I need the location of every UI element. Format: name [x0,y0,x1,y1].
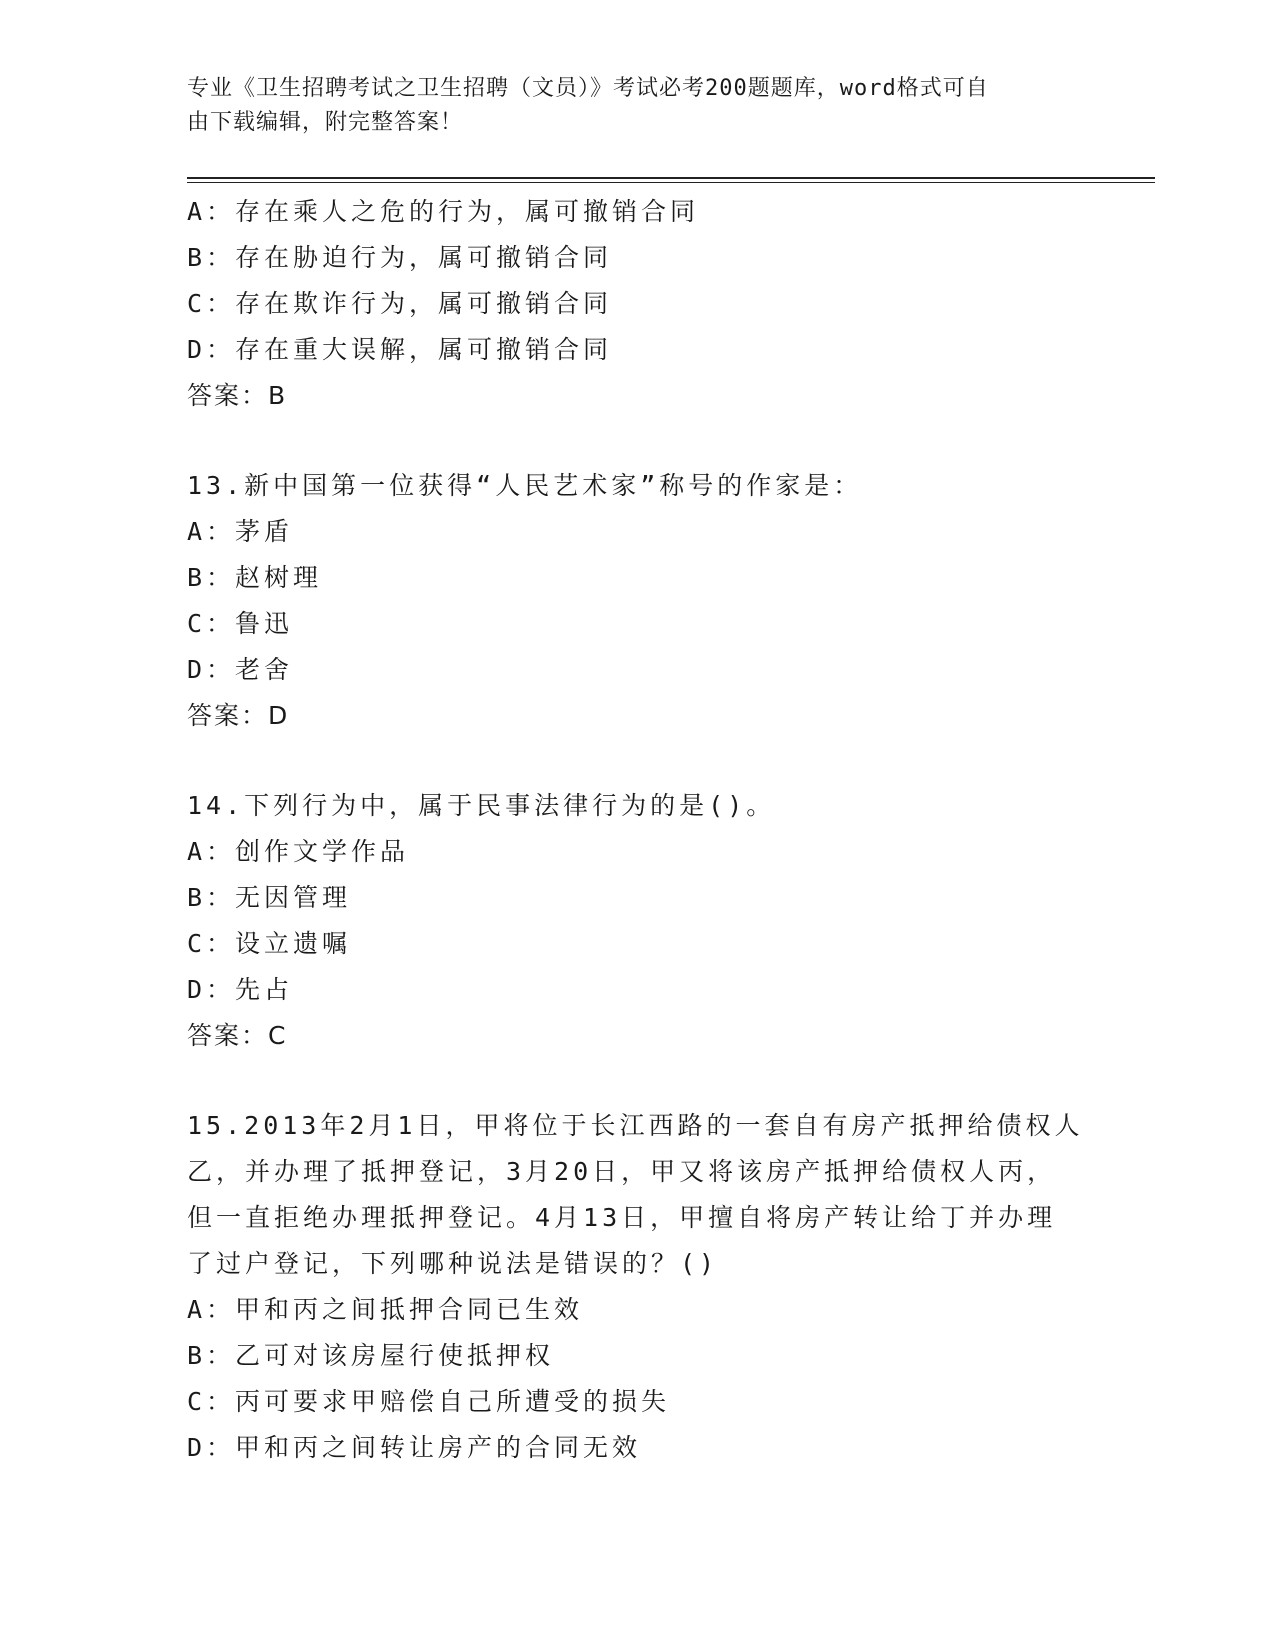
question-text: 13.新中国第一位获得“人民艺术家”称号的作家是： [187,471,863,500]
answer: 答案：C [187,1021,288,1050]
spacer [187,1059,1087,1103]
question-12 [187,189,1087,419]
spacer [187,419,1087,463]
question-text: 14.下列行为中，属于民事法律行为的是()。 [187,791,776,820]
header-divider-thin [187,182,1155,183]
option-a: A：创作文学作品 [187,837,410,866]
question-14 [187,783,1087,1059]
option-a: A：茅盾 [187,517,294,546]
option-d: D：存在重大误解，属可撤销合同 [187,335,613,364]
answer: 答案：D [187,701,290,730]
option-b: B：存在胁迫行为，属可撤销合同 [187,243,613,272]
header-line-1: 专业《卫生招聘考试之卫生招聘（文员）》考试必考200题题库，word格式可自 [187,76,989,101]
header-line-2: 由下载编辑，附完整答案！ [187,110,464,135]
answer: 答案：B [187,381,288,410]
option-c: C：存在欺诈行为，属可撤销合同 [187,289,613,318]
option-a: A：甲和丙之间抵押合同已生效 [187,1295,584,1324]
option-b: B：赵树理 [187,563,323,592]
option-c: C：鲁迅 [187,609,294,638]
question-13 [187,463,1087,739]
option-d: D：老舍 [187,655,294,684]
option-c: C：设立遗嘱 [187,929,352,958]
question-text-line-4: 了过户登记，下列哪种说法是错误的？() [187,1249,719,1278]
question-text-line-3: 但一直拒绝办理抵押登记。4月13日，甲擅自将房产转让给丁并办理 [187,1203,1057,1232]
spacer [187,739,1087,783]
header-divider [187,177,1155,179]
option-d: D：先占 [187,975,294,1004]
question-15 [187,1103,1087,1471]
option-b: B：乙可对该房屋行使抵押权 [187,1341,555,1370]
option-a: A：存在乘人之危的行为，属可撤销合同 [187,197,700,226]
question-text-line-1: 15.2013年2月1日，甲将位于长江西路的一套自有房产抵押给债权人 [187,1111,1084,1140]
option-d: D：甲和丙之间转让房产的合同无效 [187,1433,642,1462]
question-list [187,189,1087,1471]
document-header [187,72,1067,140]
option-c: C：丙可要求甲赔偿自己所遭受的损失 [187,1387,671,1416]
option-b: B：无因管理 [187,883,352,912]
question-text-line-2: 乙，并办理了抵押登记，3月20日，甲又将该房产抵押给债权人丙， [187,1157,1057,1186]
